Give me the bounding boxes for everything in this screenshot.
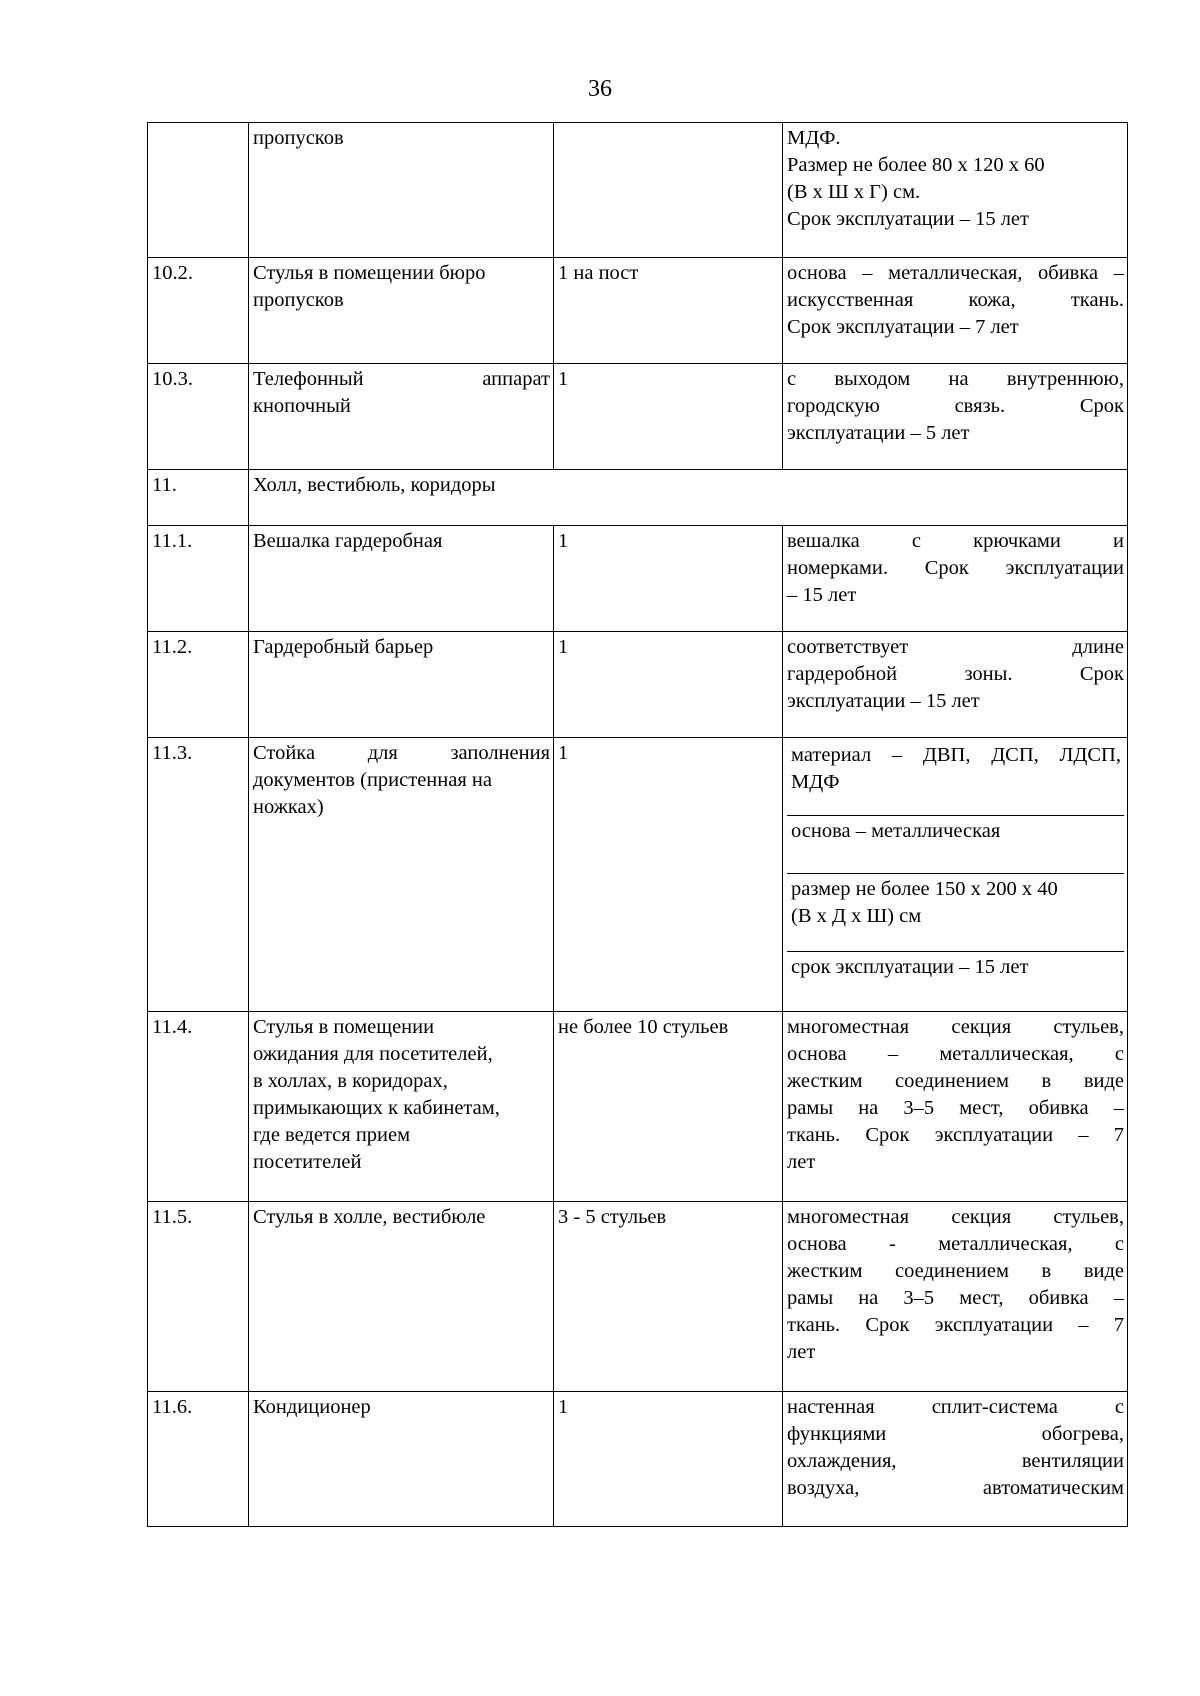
item-notes: соответствует длине гардеробной зоны. Срок эксплуатации – 15 лет (783, 632, 1128, 738)
table-row (148, 526, 1128, 632)
item-number: 11.3. (148, 738, 249, 1012)
item-name: Стойка для заполнения документов (пристенная на ножках) (249, 738, 554, 1012)
item-name: Стулья в холле, вестибюле (249, 1202, 554, 1392)
item-number: 11.6. (148, 1392, 249, 1527)
sub-notes (787, 740, 1124, 989)
item-quantity: 3 - 5 стульев (554, 1202, 783, 1392)
item-number: 11.2. (148, 632, 249, 738)
item-quantity: не более 10 стульев (554, 1012, 783, 1202)
item-quantity: 1 (554, 738, 783, 1012)
item-number (148, 123, 249, 258)
sub-note: материал – ДВП, ДСП, ЛДСП, МДФ (787, 740, 1124, 815)
sub-note: размер не более 150 х 200 х 40 (В х Д х Ш) см (787, 873, 1124, 951)
item-notes: вешалка с крючками и номерками. Срок эксплуатации – 15 лет (783, 526, 1128, 632)
table-row (148, 364, 1128, 470)
item-notes: настенная сплит-система с функциями обогрева, охлаждения, вентиляции воздуха, автоматическим (783, 1392, 1128, 1527)
item-name: Вешалка гардеробная (249, 526, 554, 632)
table-row (148, 1012, 1128, 1202)
item-number: 10.2. (148, 258, 249, 364)
item-notes: многоместная секция стульев, основа – металлическая, с жестким соединением в виде рамы на 3–5 мест, обивка – ткань. Срок эксплуатации – 7 лет (783, 1012, 1128, 1202)
section-number: 11. (148, 470, 249, 526)
item-name: Стулья в помещении ожидания для посетителей, в холлах, в коридорах, примыкающих к кабинетам, где ведется прием посетителей (249, 1012, 554, 1202)
table-row (148, 632, 1128, 738)
section-title: Холл, вестибюль, коридоры (249, 470, 1128, 526)
table-row (148, 258, 1128, 364)
item-number: 11.5. (148, 1202, 249, 1392)
item-name: Стулья в помещении бюро пропусков (249, 258, 554, 364)
item-notes: с выходом на внутреннюю, городскую связь. Срок эксплуатации – 5 лет (783, 364, 1128, 470)
item-quantity: 1 (554, 632, 783, 738)
item-name: Гардеробный барьер (249, 632, 554, 738)
item-number: 11.1. (148, 526, 249, 632)
item-notes: основа – металлическая, обивка – искусственная кожа, ткань. Срок эксплуатации – 7 лет (783, 258, 1128, 364)
item-notes (783, 738, 1128, 1012)
item-number: 10.3. (148, 364, 249, 470)
sub-note: срок эксплуатации – 15 лет (791, 955, 1029, 978)
item-quantity: 1 (554, 1392, 783, 1527)
item-name: Кондиционер (249, 1392, 554, 1527)
item-quantity: 1 на пост (554, 258, 783, 364)
equipment-table (147, 122, 1128, 1527)
item-quantity: 1 (554, 526, 783, 632)
item-notes: многоместная секция стульев, основа - металлическая, с жестким соединением в виде рамы на 3–5 мест, обивка – ткань. Срок эксплуатации – 7 лет (783, 1202, 1128, 1392)
page-number: 36 (588, 76, 612, 102)
item-quantity (554, 123, 783, 258)
item-number: 11.4. (148, 1012, 249, 1202)
table-row (148, 1392, 1128, 1527)
item-name: Телефонный аппарат кнопочный (249, 364, 554, 470)
item-name: пропусков (249, 123, 554, 258)
item-notes: МДФ. Размер не более 80 х 120 х 60 (В х Ш х Г) см. Срок эксплуатации – 15 лет (783, 123, 1128, 258)
table-row (148, 123, 1128, 258)
sub-note: основа – металлическая (787, 815, 1124, 873)
table-row (148, 1202, 1128, 1392)
section-row (148, 470, 1128, 526)
table-row (148, 738, 1128, 1012)
item-quantity: 1 (554, 364, 783, 470)
